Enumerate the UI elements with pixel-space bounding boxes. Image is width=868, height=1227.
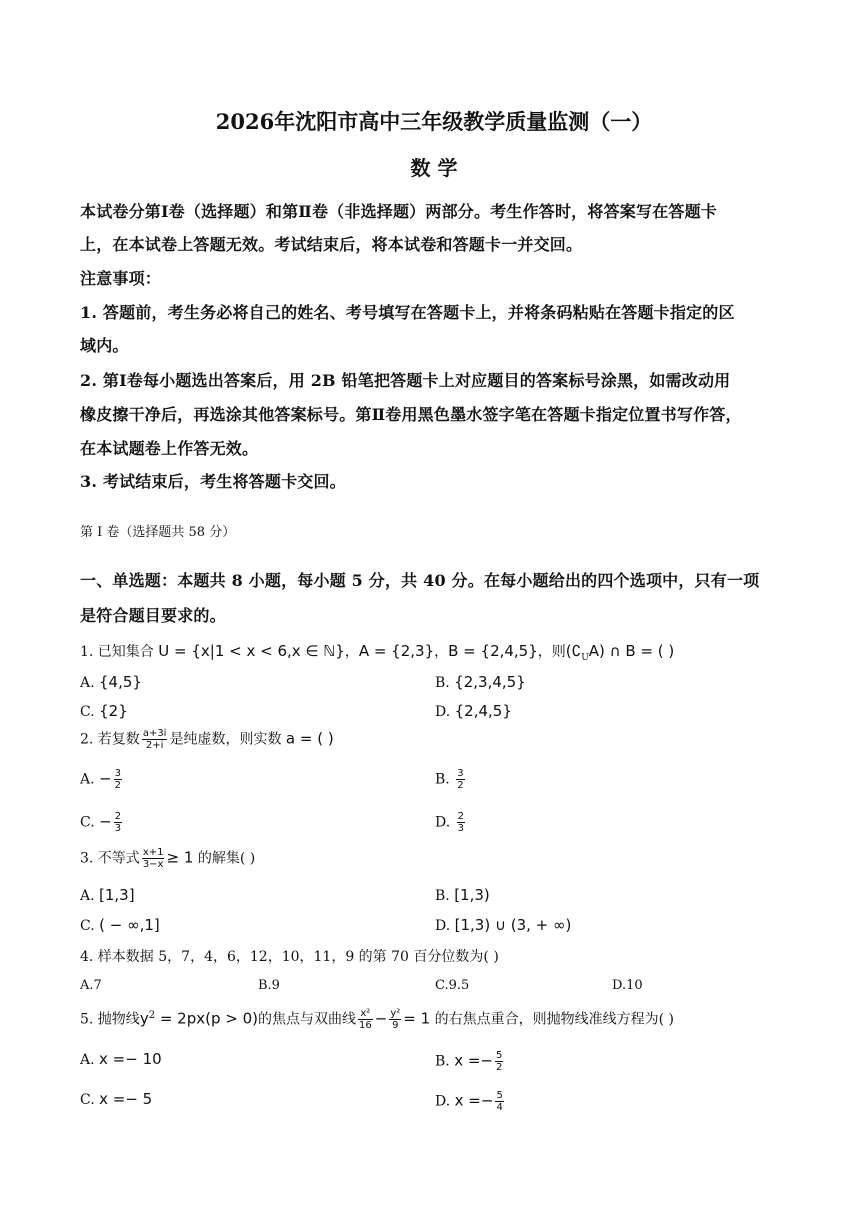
q5-math-y: y: [139, 1009, 149, 1028]
frac-num: 3: [457, 768, 464, 779]
option-label: D.: [435, 918, 455, 934]
q4-option-b[interactable]: B.9: [258, 978, 280, 993]
q5-option-c[interactable]: [80, 1090, 152, 1108]
section-1-line-2: 是符合题目要求的。: [80, 606, 226, 625]
note-3: 3. 考试结束后，考生将答题卡交回。: [80, 472, 346, 491]
frac-den: 4: [496, 1102, 503, 1113]
q2-option-a[interactable]: [80, 768, 124, 791]
q5-stem-text-2: 的焦点与双曲线: [258, 1011, 356, 1028]
q1-option-a[interactable]: [80, 673, 142, 691]
question-5-stem: [80, 1008, 674, 1031]
option-label: C.: [80, 814, 100, 831]
option-value: x =−: [454, 1051, 493, 1070]
option-value: {4,5}: [99, 673, 142, 691]
option-value: x =− 5: [99, 1090, 153, 1108]
q1-set-b: B = {2,4,5}: [448, 642, 538, 660]
q1-stem-text-2: ，则: [537, 644, 566, 660]
q2-option-b[interactable]: [435, 768, 467, 791]
option-label: B.: [435, 888, 455, 904]
q3-option-a[interactable]: [80, 886, 135, 904]
option-label: A.: [80, 675, 100, 691]
frac-den: 2: [496, 1062, 503, 1073]
option-fraction: [457, 811, 465, 834]
q1-option-d[interactable]: [435, 702, 512, 720]
q1-set-u: U = {x|1 < x < 6,x ∈ ℕ}: [158, 642, 345, 660]
q3-stem-text-2: 的解集( ): [193, 850, 256, 867]
q5-sup: 2: [148, 1009, 156, 1021]
q2-frac-num: a+3i: [142, 728, 167, 739]
q1-expr-2: A) ∩ B = ( ): [588, 642, 675, 660]
q1-sep-2: ，: [434, 644, 449, 660]
option-value: {2,3,4,5}: [454, 673, 526, 691]
question-2-stem: [80, 728, 334, 751]
option-label: C.: [80, 704, 100, 720]
note-2-line-2: 橡皮擦干净后，再选涂其他答案标号。第Ⅱ卷用黑色墨水签字笔在答题卡指定位置书写作答，: [80, 405, 742, 424]
q5-option-d[interactable]: [435, 1090, 506, 1113]
frac-den: 2: [114, 780, 121, 791]
exam-title: 2026年沈阳市高中三年级教学质量监测（一）: [215, 109, 653, 134]
option-label: B.: [435, 771, 455, 788]
option-value: {2,4,5}: [454, 702, 512, 720]
q4-option-c[interactable]: C.9.5: [435, 978, 470, 993]
note-2-line-1: 2. 第Ⅰ卷每小题选出答案后，用 2B 铅笔把答题卡上对应题目的答案标号涂黑，如需改动用: [80, 371, 731, 390]
frac-num: x²: [358, 1008, 373, 1020]
note-1-line-1: 1. 答题前，考生务必将自己的姓名、考号填写在答题卡上，并将条码粘贴在答题卡指定的区: [80, 303, 735, 322]
frac-num: y²: [390, 1008, 401, 1019]
notes-heading: 注意事项：: [80, 269, 162, 288]
q5-minus: −: [374, 1009, 388, 1028]
q3-frac-num: x+1: [142, 847, 164, 858]
q1-sub-u: U: [581, 652, 589, 663]
frac-num: 3: [114, 768, 121, 779]
q2-fraction: [142, 728, 168, 751]
option-label: A.: [80, 1052, 100, 1068]
q5-stem-text-3: 的右焦点重合，则抛物线准线方程为( ): [430, 1011, 674, 1028]
option-value: x =− 10: [99, 1050, 162, 1068]
frac-den: 16: [359, 1020, 372, 1031]
part-1-label: 第 I 卷（选择题共 58 分）: [80, 525, 236, 540]
q3-option-d[interactable]: [435, 916, 571, 934]
option-label: C.: [80, 918, 100, 934]
q1-option-c[interactable]: [80, 702, 128, 720]
option-fraction: [456, 768, 464, 791]
option-fraction: [114, 811, 122, 834]
q3-option-c[interactable]: [80, 916, 160, 934]
option-value: x =−: [454, 1091, 494, 1110]
question-1-stem: [80, 641, 674, 663]
frac-den: 3: [114, 823, 122, 834]
q5-stem-text: 5. 抛物线: [80, 1011, 140, 1028]
option-sign: −: [99, 812, 112, 831]
option-fraction: [114, 768, 122, 791]
frac-den: 2: [457, 780, 464, 791]
option-label: B.: [435, 1053, 455, 1070]
option-fraction: [495, 1090, 503, 1113]
frac-num: 2: [114, 811, 122, 822]
q5-math-eq: = 1: [403, 1009, 431, 1028]
q3-frac-den: 3−x: [142, 859, 164, 870]
q3-stem-math: ≥ 1: [166, 848, 194, 867]
option-value: ( − ∞,1]: [99, 916, 160, 934]
q5-option-a[interactable]: [80, 1050, 162, 1068]
q4-option-a[interactable]: A.7: [80, 978, 102, 993]
intro-line-1: 本试卷分第Ⅰ卷（选择题）和第Ⅱ卷（非选择题）两部分。考生作答时，将答案写在答题卡: [80, 202, 717, 221]
option-fraction: [495, 1050, 503, 1073]
option-sign: −: [99, 769, 112, 788]
q1-sep-1: ，: [344, 644, 359, 660]
q5-option-b[interactable]: [435, 1050, 505, 1073]
q2-option-d[interactable]: [435, 811, 467, 834]
q5-fraction-2: [389, 1008, 401, 1031]
q2-stem-math: a = ( ): [285, 729, 334, 748]
note-1-line-2: 域内。: [80, 336, 129, 355]
frac-num: 2: [457, 811, 465, 822]
q4-option-d[interactable]: D.10: [612, 978, 643, 993]
question-4-stem: 4. 样本数据 5，7，4，6，12，10，11，9 的第 70 百分位数为( ): [80, 949, 499, 965]
q3-stem-text: 3. 不等式: [80, 850, 140, 867]
option-label: A.: [80, 771, 100, 788]
note-2-line-3: 在本试题卷上作答无效。: [80, 439, 259, 458]
option-label: D.: [435, 1093, 455, 1110]
intro-line-2: 上，在本试卷上答题无效。考试结束后，将本试卷和答题卡一并交回。: [80, 235, 583, 254]
q3-option-b[interactable]: [435, 886, 490, 904]
option-label: D.: [435, 814, 455, 831]
q2-frac-den: 2+i: [145, 740, 164, 751]
section-1-line-1: 一、单选题：本题共 8 小题，每小题 5 分，共 40 分。在每小题给出的四个选项中，只有一项: [80, 571, 760, 590]
q2-stem-text-2: 是纯虚数，则实数: [169, 731, 286, 748]
q1-expr-1: (∁: [565, 642, 582, 660]
option-label: C.: [80, 1092, 100, 1108]
option-label: B.: [435, 675, 455, 691]
frac-num: 5: [496, 1090, 503, 1101]
q5-fraction-1: [358, 1008, 373, 1031]
option-value: {2}: [99, 702, 128, 720]
q2-stem-text: 2. 若复数: [80, 731, 140, 748]
option-value: [1,3): [454, 886, 490, 904]
question-3-stem: [80, 847, 255, 870]
q1-set-a: A = {2,3}: [358, 642, 435, 660]
q2-option-c[interactable]: [80, 811, 124, 834]
q1-stem-text: 1. 已知集合: [80, 644, 159, 660]
option-label: A.: [80, 888, 100, 904]
frac-den: 3: [457, 823, 465, 834]
option-value: [1,3]: [99, 886, 135, 904]
frac-den: 9: [392, 1020, 399, 1031]
frac-num: 5: [496, 1050, 503, 1061]
q3-fraction: [142, 847, 165, 870]
q1-option-b[interactable]: [435, 673, 526, 691]
subject-title: 数 学: [410, 156, 458, 180]
option-value: [1,3) ∪ (3, + ∞): [454, 916, 572, 934]
option-label: D.: [435, 704, 455, 720]
q5-math-parabola: = 2px(p > 0): [155, 1009, 258, 1028]
